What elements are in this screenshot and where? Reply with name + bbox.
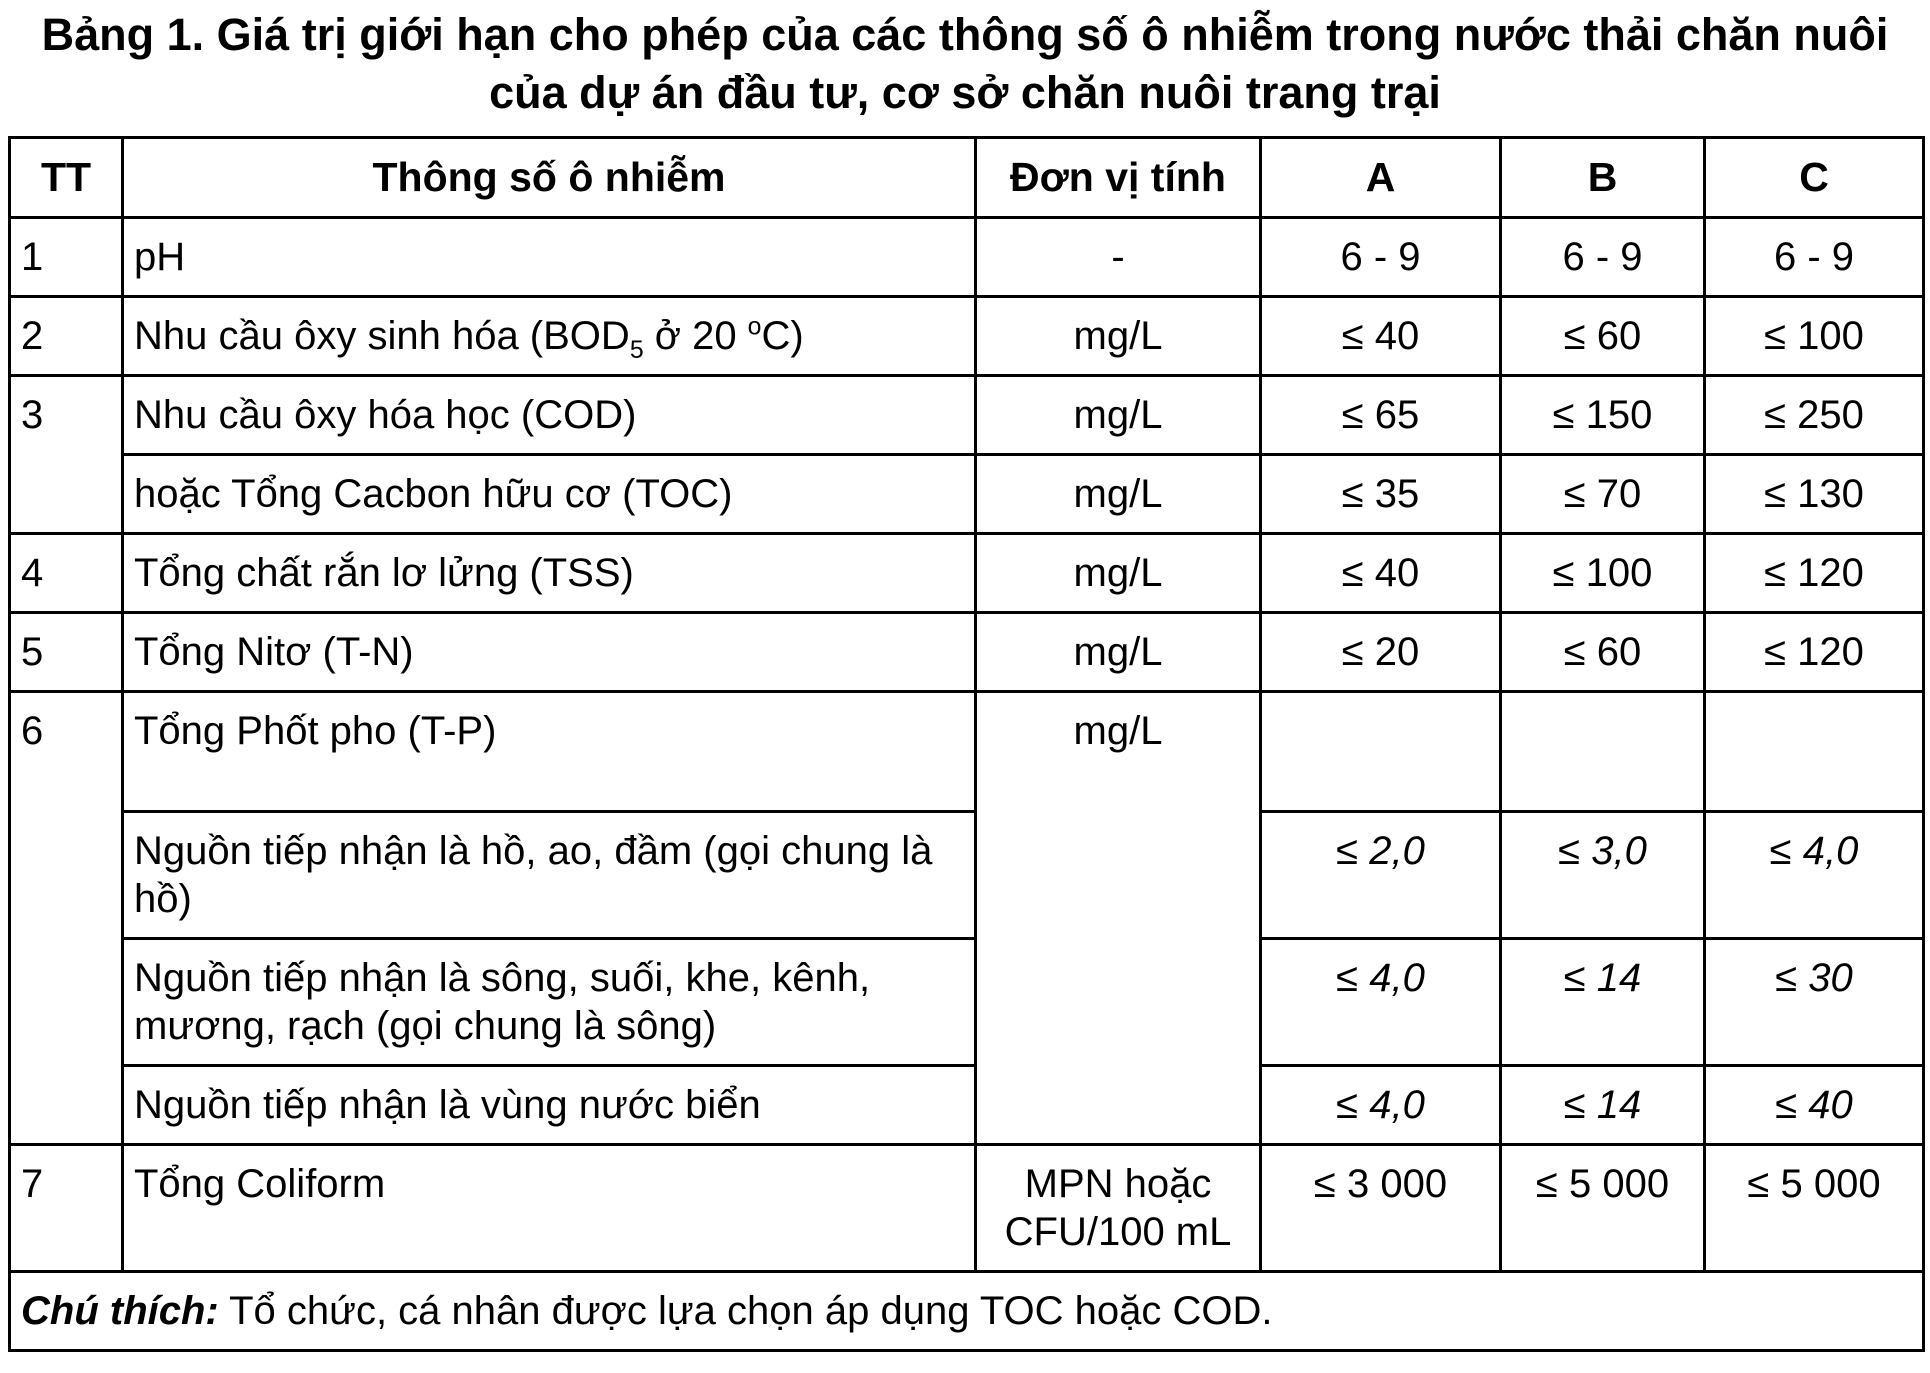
table-row-tss [10, 534, 1924, 613]
header-row [10, 138, 1924, 218]
cell-unit: mg/L [976, 692, 1261, 1145]
col-header-param: Thông số ô nhiễm [123, 138, 976, 218]
cell-value-a: ≤ 3 000 [1261, 1145, 1501, 1272]
cell-param [123, 297, 976, 376]
cell-param: Tổng Phốt pho (T-P) [123, 692, 976, 812]
cell-tt: 5 [10, 613, 123, 692]
col-header-c: C [1705, 138, 1924, 218]
cell-param: Nguồn tiếp nhận là vùng nước biển [123, 1066, 976, 1145]
cell-param: pH [123, 218, 976, 297]
cell-value-c [1705, 692, 1924, 812]
table-row-bod [10, 297, 1924, 376]
cell-value-a: 6 - 9 [1261, 218, 1501, 297]
cell-value-c: ≤ 40 [1705, 1066, 1924, 1145]
cell-value-b: ≤ 14 [1501, 939, 1705, 1066]
cell-value-a: ≤ 4,0 [1261, 1066, 1501, 1145]
table-row-cod [10, 376, 1924, 455]
cell-value-b: 6 - 9 [1501, 218, 1705, 297]
cell-param: hoặc Tổng Cacbon hữu cơ (TOC) [123, 455, 976, 534]
cell-value-b: ≤ 3,0 [1501, 812, 1705, 939]
cell-unit: MPN hoặc CFU/100 mL [976, 1145, 1261, 1272]
cell-value-b: ≤ 70 [1501, 455, 1705, 534]
table-row-tp-sea [10, 1066, 1924, 1145]
param-superscript: o [747, 314, 762, 342]
page [0, 6, 1930, 1373]
note-text: Tổ chức, cá nhân được lựa chọn áp dụng TOC hoặc COD. [218, 1289, 1273, 1334]
table-row-ph [10, 218, 1924, 297]
note-cell [10, 1272, 1924, 1351]
table-row-tn [10, 613, 1924, 692]
cell-param: Nguồn tiếp nhận là hồ, ao, đầm (gọi chung là hồ) [123, 812, 976, 939]
cell-param: Tổng chất rắn lơ lửng (TSS) [123, 534, 976, 613]
cell-value-c: ≤ 30 [1705, 939, 1924, 1066]
cell-param: Tổng Coliform [123, 1145, 976, 1272]
cell-unit: mg/L [976, 455, 1261, 534]
cell-tt: 1 [10, 218, 123, 297]
cell-tt: 4 [10, 534, 123, 613]
table-row-coliform [10, 1145, 1924, 1272]
cell-unit: mg/L [976, 297, 1261, 376]
note-label: Chú thích: [21, 1289, 219, 1334]
cell-value-c: ≤ 4,0 [1705, 812, 1924, 939]
col-header-a: A [1261, 138, 1501, 218]
param-text: C) [761, 314, 804, 359]
cell-tt: 6 [10, 692, 123, 1145]
cell-param: Nguồn tiếp nhận là sông, suối, khe, kênh, mương, rạch (gọi chung là sông) [123, 939, 976, 1066]
cell-value-a: ≤ 20 [1261, 613, 1501, 692]
cell-value-c: ≤ 100 [1705, 297, 1924, 376]
cell-value-b: ≤ 60 [1501, 297, 1705, 376]
cell-value-a [1261, 692, 1501, 812]
col-header-b: B [1501, 138, 1705, 218]
table-row-tp-lake [10, 812, 1924, 939]
cell-value-c: 6 - 9 [1705, 218, 1924, 297]
cell-unit: mg/L [976, 613, 1261, 692]
cell-value-a: ≤ 2,0 [1261, 812, 1501, 939]
cell-value-b [1501, 692, 1705, 812]
cell-value-a: ≤ 40 [1261, 534, 1501, 613]
param-subscript: 5 [629, 337, 644, 365]
param-text: Nhu cầu ôxy sinh hóa (BOD [134, 314, 630, 359]
table-row-tp-river [10, 939, 1924, 1066]
table-row-note [10, 1272, 1924, 1351]
cell-value-a: ≤ 65 [1261, 376, 1501, 455]
cell-value-a: ≤ 4,0 [1261, 939, 1501, 1066]
cell-tt: 3 [10, 376, 123, 534]
cell-param: Tổng Nitơ (T-N) [123, 613, 976, 692]
param-text: ở 20 [643, 314, 748, 359]
cell-value-b: ≤ 60 [1501, 613, 1705, 692]
cell-value-c: ≤ 250 [1705, 376, 1924, 455]
cell-unit: mg/L [976, 376, 1261, 455]
cell-value-a: ≤ 35 [1261, 455, 1501, 534]
cell-value-c: ≤ 5 000 [1705, 1145, 1924, 1272]
cell-value-b: ≤ 5 000 [1501, 1145, 1705, 1272]
pollution-limits-table [8, 136, 1925, 1352]
cell-tt: 7 [10, 1145, 123, 1272]
cell-value-b: ≤ 100 [1501, 534, 1705, 613]
cell-value-b: ≤ 14 [1501, 1066, 1705, 1145]
cell-value-b: ≤ 150 [1501, 376, 1705, 455]
table-row-toc [10, 455, 1924, 534]
cell-value-c: ≤ 120 [1705, 613, 1924, 692]
cell-unit: mg/L [976, 534, 1261, 613]
cell-param: Nhu cầu ôxy hóa học (COD) [123, 376, 976, 455]
cell-unit: - [976, 218, 1261, 297]
cell-value-c: ≤ 120 [1705, 534, 1924, 613]
cell-tt: 2 [10, 297, 123, 376]
col-header-unit: Đơn vị tính [976, 138, 1261, 218]
page-title: Bảng 1. Giá trị giới hạn cho phép của các thông số ô nhiễm trong nước thải chăn nuôi của dự án đầu tư, cơ sở chăn nuôi trang trại [41, 9, 1889, 118]
col-header-tt: TT [10, 138, 123, 218]
table-row-tp [10, 692, 1924, 812]
cell-value-c: ≤ 130 [1705, 455, 1924, 534]
cell-value-a: ≤ 40 [1261, 297, 1501, 376]
